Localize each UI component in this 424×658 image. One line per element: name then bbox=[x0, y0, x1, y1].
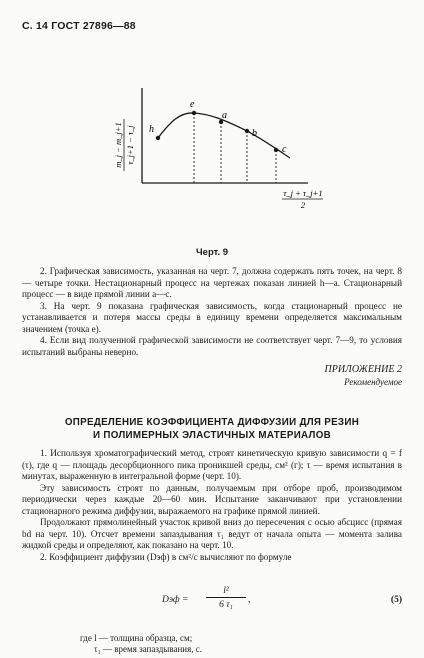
formula-fraction bbox=[206, 585, 246, 612]
section-title bbox=[22, 416, 402, 442]
appendix-title: ПРИЛОЖЕНИЕ 2 bbox=[324, 364, 402, 375]
figure-caption: Черт. 9 bbox=[195, 247, 229, 258]
label-b: b bbox=[252, 128, 257, 139]
point-h bbox=[156, 136, 160, 140]
point-e bbox=[192, 111, 196, 115]
label-e: e bbox=[190, 99, 195, 110]
definitions bbox=[80, 633, 202, 655]
xlabel-numerator: τ_j + τ_j+1 bbox=[283, 188, 323, 198]
ylabel-denominator: τ_j+1 − τ_j bbox=[125, 125, 135, 165]
definition-tau: τ₁ — время запаздывания, с. bbox=[94, 644, 202, 654]
figure-9 bbox=[0, 0, 424, 250]
formula-lhs: Dэф = bbox=[162, 595, 189, 605]
method-paragraphs bbox=[22, 448, 402, 563]
paragraph-4: 4. Если вид полученной графической зависимости не соответствует черт. 7—9, то условия испытаний выбраны неверно. bbox=[22, 335, 402, 357]
label-c: c bbox=[282, 144, 287, 155]
appendix-label bbox=[325, 363, 403, 389]
formula-numerator: l² bbox=[206, 585, 246, 598]
point-c bbox=[274, 148, 278, 152]
appendix-note: Рекомендуемое bbox=[344, 377, 402, 387]
xlabel-denominator: 2 bbox=[300, 200, 306, 210]
definition-l: где l — толщина образца, см; bbox=[80, 633, 193, 643]
section-title-line-1: ОПРЕДЕЛЕНИЕ КОЭФФИЦИЕНТА ДИФФУЗИИ ДЛЯ РЕЗИН bbox=[64, 417, 360, 428]
formula-number: (5) bbox=[390, 595, 402, 605]
section-title-line-2: И ПОЛИМЕРНЫХ ЭЛАСТИЧНЫХ МАТЕРИАЛОВ bbox=[92, 430, 332, 441]
page-header: С. 14 ГОСТ 27896—88 bbox=[22, 20, 136, 32]
method-paragraph-3: Продолжают прямолинейный участок кривой вниз до пересечения с осью абсцисс (прямая bd на черт. 10). Отсчет времени запаздывания τ₁ ведут от начала опыта — момента залива жидкой среды и определяют, как показано на черт. 10. bbox=[22, 517, 402, 550]
paragraph-2: 2. Графическая зависимость, указанная на черт. 7, должна содержать пять точек, на черт. 8 — четыре точки. Нестационарный процесс на чертежах показан линией h—a. Стационарный процесс — в виде прямой линии a—c. bbox=[22, 266, 402, 299]
method-paragraph-2: Эту зависимость строят по данным, получаемым при отборе проб, производимом периодически через каждые 20—60 мин. Испытание заканчивают при установлении стационарного режима диффузии, выражаемого на графике прямой линией. bbox=[22, 482, 402, 516]
body-paragraphs bbox=[22, 266, 402, 358]
label-a: a bbox=[222, 110, 227, 121]
formula-denominator: 6 τ₁ bbox=[219, 600, 233, 610]
method-paragraph-4: 2. Коэффициент диффузии (Dэф) в см²/с вычисляют по формуле bbox=[40, 551, 292, 562]
label-h: h bbox=[149, 124, 154, 135]
point-b bbox=[245, 129, 249, 133]
y-axis-label bbox=[113, 119, 135, 171]
formula-block: Dэф = $\frac{\text{l²}}{\text{6 τ₁}}$ , (5) bbox=[162, 586, 402, 610]
paragraph-3: 3. На черт. 9 показана графическая зависимость, когда стационарный процесс не устанавливается и потеря массы среды в единицу времени определяется максимальным значением (точка e). bbox=[22, 300, 402, 334]
ylabel-numerator: m_j − m_j+1 bbox=[113, 122, 123, 168]
method-paragraph-1: 1. Используя хроматографический метод, строят кинетическую кривую зависимости q = f (τ), где q — площадь десорбционного пика проникшей среды, см² (г); τ — время испытания в минутах, выраженную в интегральной форме (черт. 10). bbox=[22, 448, 402, 481]
